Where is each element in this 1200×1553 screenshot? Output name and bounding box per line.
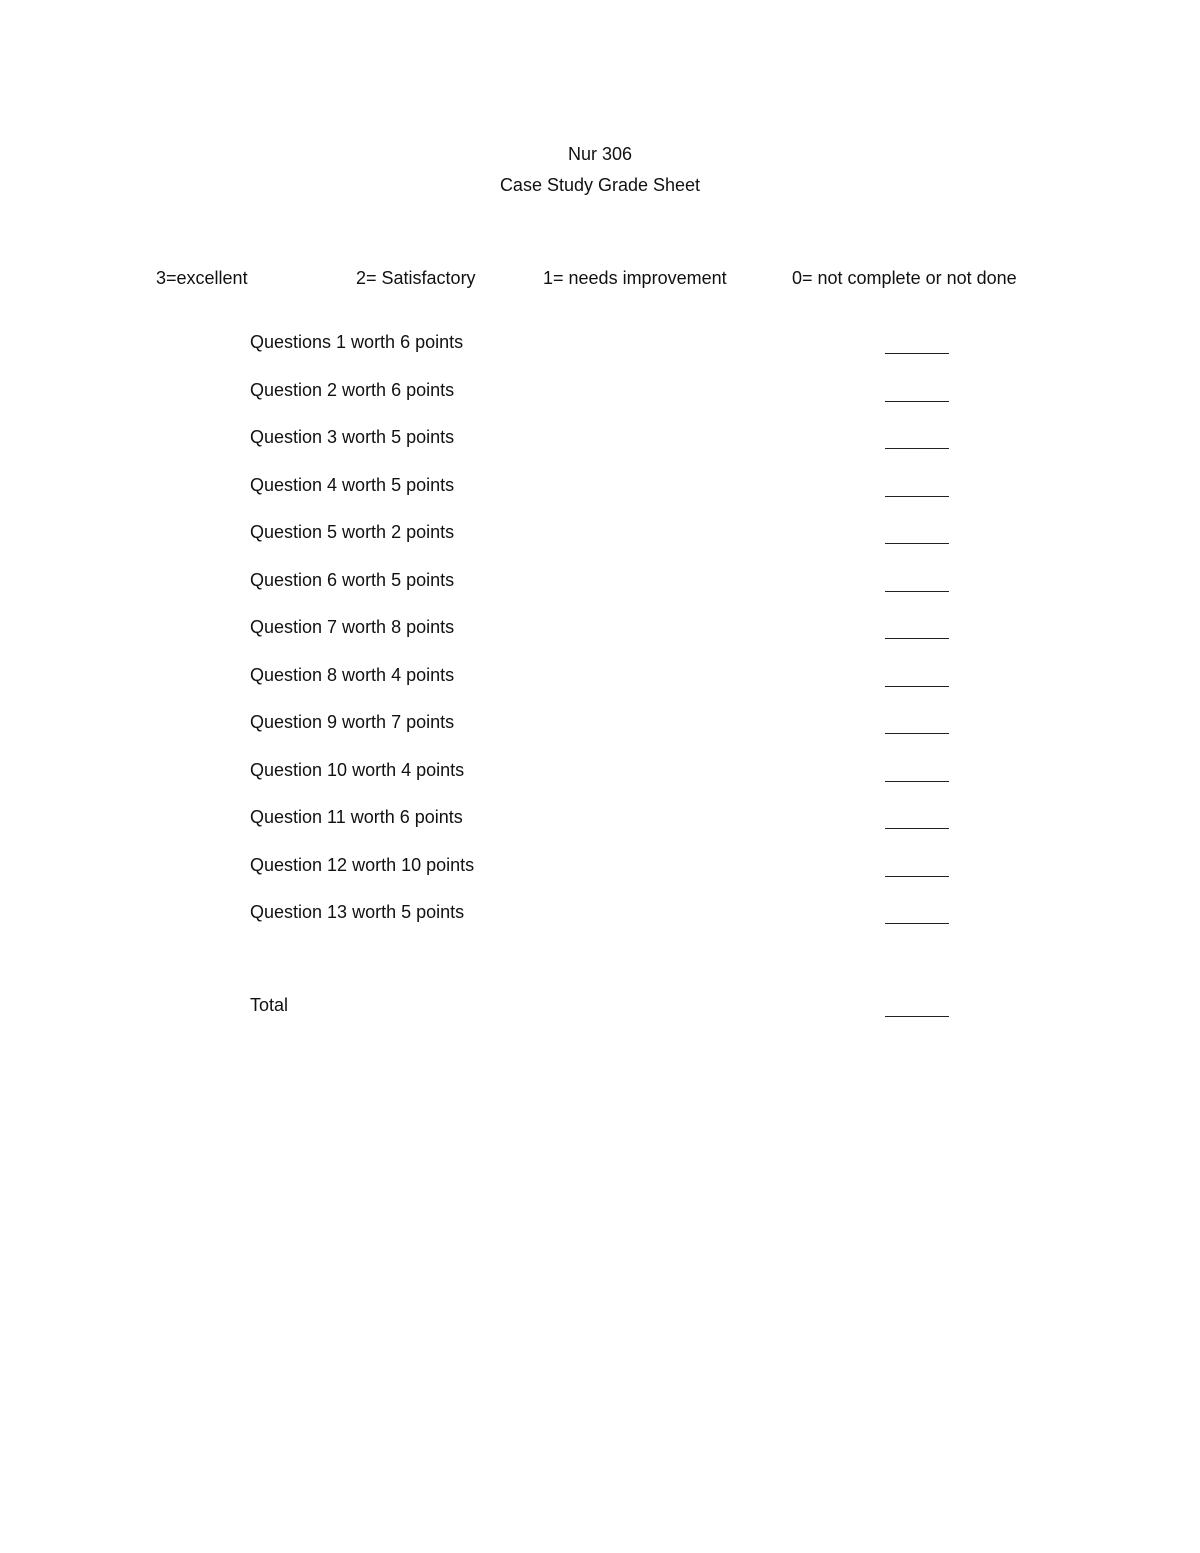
score-blank[interactable]	[885, 686, 949, 687]
question-row-10	[250, 758, 950, 806]
question-row-4	[250, 473, 950, 521]
score-blank[interactable]	[885, 543, 949, 544]
scale-needs-improvement: 1= needs improvement	[543, 268, 727, 288]
score-blank[interactable]	[885, 781, 949, 782]
total-label: Total	[250, 995, 289, 1015]
question-row-3	[250, 425, 950, 473]
question-row-7	[250, 615, 950, 663]
question-label: Question 5 worth 2 points	[250, 522, 455, 542]
question-label: Question 12 worth 10 points	[250, 854, 475, 875]
score-blank[interactable]	[885, 828, 949, 829]
score-blank[interactable]	[885, 733, 949, 734]
question-row-12	[250, 853, 950, 901]
score-blank[interactable]	[885, 496, 949, 497]
scale-excellent: 3=excellent	[156, 268, 248, 288]
question-label: Question 10 worth 4 points	[250, 759, 465, 780]
question-label: Question 2 worth 6 points	[250, 379, 455, 400]
question-label: Question 13 worth 5 points	[250, 902, 465, 922]
question-label: Question 3 worth 5 points	[250, 427, 455, 447]
score-blank[interactable]	[885, 923, 949, 924]
question-list	[250, 330, 950, 948]
course-title: Nur 306	[567, 144, 633, 164]
question-row-1	[250, 330, 950, 378]
question-label: Question 6 worth 5 points	[250, 569, 455, 590]
scale-not-complete: 0= not complete or not done	[792, 268, 1017, 288]
question-label: Question 8 worth 4 points	[250, 664, 455, 685]
question-label: Question 9 worth 7 points	[250, 712, 455, 732]
question-label: Question 11 worth 6 points	[250, 807, 463, 827]
sheet-title: Case Study Grade Sheet	[499, 175, 701, 195]
total-score-blank[interactable]	[885, 1016, 949, 1017]
question-label: Question 7 worth 8 points	[250, 617, 455, 637]
question-label: Question 4 worth 5 points	[250, 474, 455, 495]
score-blank[interactable]	[885, 591, 949, 592]
total-row	[250, 993, 950, 1023]
score-blank[interactable]	[885, 638, 949, 639]
question-row-11	[250, 805, 950, 853]
question-label: Questions 1 worth 6 points	[250, 332, 464, 352]
question-row-2	[250, 378, 950, 426]
question-row-8	[250, 663, 950, 711]
question-row-5	[250, 520, 950, 568]
score-blank[interactable]	[885, 876, 949, 877]
score-blank[interactable]	[885, 448, 949, 449]
question-row-9	[250, 710, 950, 758]
question-row-6	[250, 568, 950, 616]
score-blank[interactable]	[885, 353, 949, 354]
question-row-13	[250, 900, 950, 948]
score-blank[interactable]	[885, 401, 949, 402]
scale-satisfactory: 2= Satisfactory	[356, 268, 476, 288]
